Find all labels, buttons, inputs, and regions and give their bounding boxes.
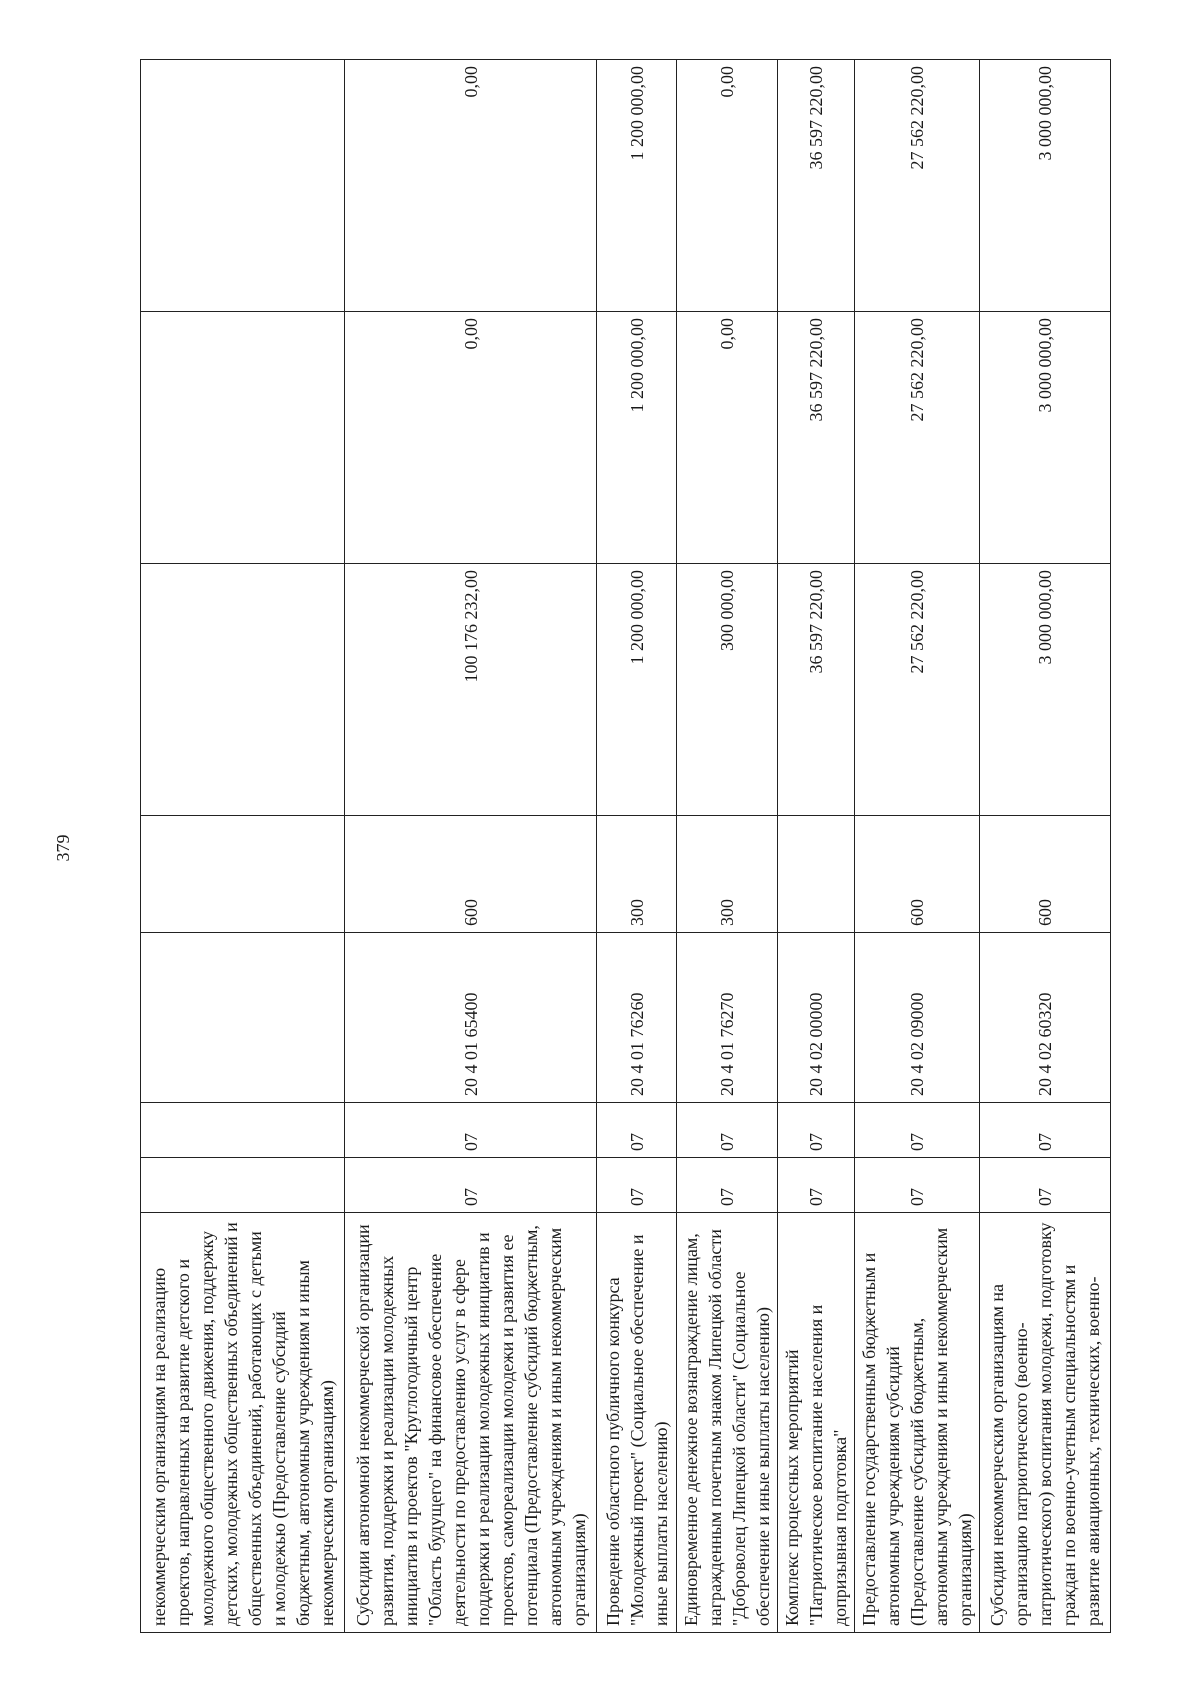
row-sum-1: 3 000 000,00 [980, 564, 1111, 816]
row-expense-type: 600 [345, 816, 597, 933]
row-sum-3: 3 000 000,00 [980, 60, 1111, 312]
row-section: 07 [855, 1158, 980, 1213]
row-subsection: 07 [855, 1103, 980, 1158]
row-target-article: 20 4 02 09000 [855, 933, 980, 1103]
rotated-table-wrapper [140, 60, 1103, 1633]
row-sum-1: 1 200 000,00 [597, 564, 677, 816]
row-expense-type: 600 [980, 816, 1111, 933]
row-section: 07 [980, 1158, 1111, 1213]
row-sum-3 [141, 60, 345, 312]
row-expense-type: 300 [677, 816, 778, 933]
row-section: 07 [597, 1158, 677, 1213]
row-sum-2 [141, 312, 345, 564]
row-subsection: 07 [778, 1103, 855, 1158]
row-sum-2: 36 597 220,00 [778, 312, 855, 564]
row-name: Субсидии некоммерческим организациям на организацию патриотического (военно-патриотического) воспитания молодежи, подготовку граждан по военно-учетным специальностям и развитие авиационных, технических, военно- [980, 1213, 1111, 1633]
page-number: 379 [53, 834, 73, 862]
table-row [980, 60, 1111, 1633]
row-expense-type: 300 [597, 816, 677, 933]
row-name: некоммерческим организациям на реализацию проектов, направленных на развитие детского и молодежного общественного движения, поддержку детских, молодежных общественных объединений и общественных объединений, работающих с детьми и молодежью (Предоставление субсидий бюджетным, автономным учреждениям и иным некоммерческим организациям) [141, 1213, 345, 1633]
row-name: Предоставление государственным бюджетным и автономным учреждениям субсидий (Предоставление субсидий бюджетным, автономным учреждениям и иным некоммерческим организациям) [855, 1213, 980, 1633]
row-sum-2: 27 562 220,00 [855, 312, 980, 564]
table-row [141, 60, 345, 1633]
row-subsection: 07 [345, 1103, 597, 1158]
table-row [778, 60, 855, 1633]
row-target-article: 20 4 02 60320 [980, 933, 1111, 1103]
row-expense-type: 600 [855, 816, 980, 933]
row-sum-1: 100 176 232,00 [345, 564, 597, 816]
row-sum-2: 0,00 [345, 312, 597, 564]
row-sum-1: 27 562 220,00 [855, 564, 980, 816]
row-name: Единовременное денежное вознаграждение лицам, награжденным почетным знаком Липецкой области "Доброволец Липецкой области" (Социальное обеспечение и иные выплаты населению) [677, 1213, 778, 1633]
row-section: 07 [677, 1158, 778, 1213]
row-subsection: 07 [980, 1103, 1111, 1158]
row-target-article: 20 4 01 76270 [677, 933, 778, 1103]
table-row [597, 60, 677, 1633]
row-expense-type [141, 816, 345, 933]
row-sum-1: 36 597 220,00 [778, 564, 855, 816]
row-subsection: 07 [677, 1103, 778, 1158]
row-name: Проведение областного публичного конкурса "Молодежный проект" (Социальное обеспечение и иные выплаты населению) [597, 1213, 677, 1633]
row-sum-1: 300 000,00 [677, 564, 778, 816]
row-sum-3: 1 200 000,00 [597, 60, 677, 312]
table-row [677, 60, 778, 1633]
row-section: 07 [345, 1158, 597, 1213]
row-sum-3: 0,00 [345, 60, 597, 312]
row-target-article [141, 933, 345, 1103]
table-row [855, 60, 980, 1633]
row-sum-2: 1 200 000,00 [597, 312, 677, 564]
row-sum-3: 0,00 [677, 60, 778, 312]
table-row [345, 60, 597, 1633]
row-target-article: 20 4 01 65400 [345, 933, 597, 1103]
row-name: Субсидии автономной некоммерческой организации развития, поддержки и реализации молодежных инициатив и проектов "Круглогодичный центр "Область будущего" на финансовое обеспечение деятельности по предоставлению услуг в сфере поддержки и реализации молодежных инициатив и проектов, самореализации молодежи и развития ее потенциала (Предоставление субсидий бюджетным, автономным учреждениям и иным некоммерческим организациям) [345, 1213, 597, 1633]
row-sum-3: 27 562 220,00 [855, 60, 980, 312]
row-subsection [141, 1103, 345, 1158]
row-subsection: 07 [597, 1103, 677, 1158]
row-sum-2: 0,00 [677, 312, 778, 564]
row-sum-3: 36 597 220,00 [778, 60, 855, 312]
row-expense-type [778, 816, 855, 933]
row-section: 07 [778, 1158, 855, 1213]
row-sum-1 [141, 564, 345, 816]
row-target-article: 20 4 01 76260 [597, 933, 677, 1103]
row-target-article: 20 4 02 00000 [778, 933, 855, 1103]
budget-table [140, 59, 1111, 1633]
row-sum-2: 3 000 000,00 [980, 312, 1111, 564]
row-name: Комплекс процессных мероприятий "Патриотическое воспитание населения и допризывная подготовка" [778, 1213, 855, 1633]
row-section [141, 1158, 345, 1213]
